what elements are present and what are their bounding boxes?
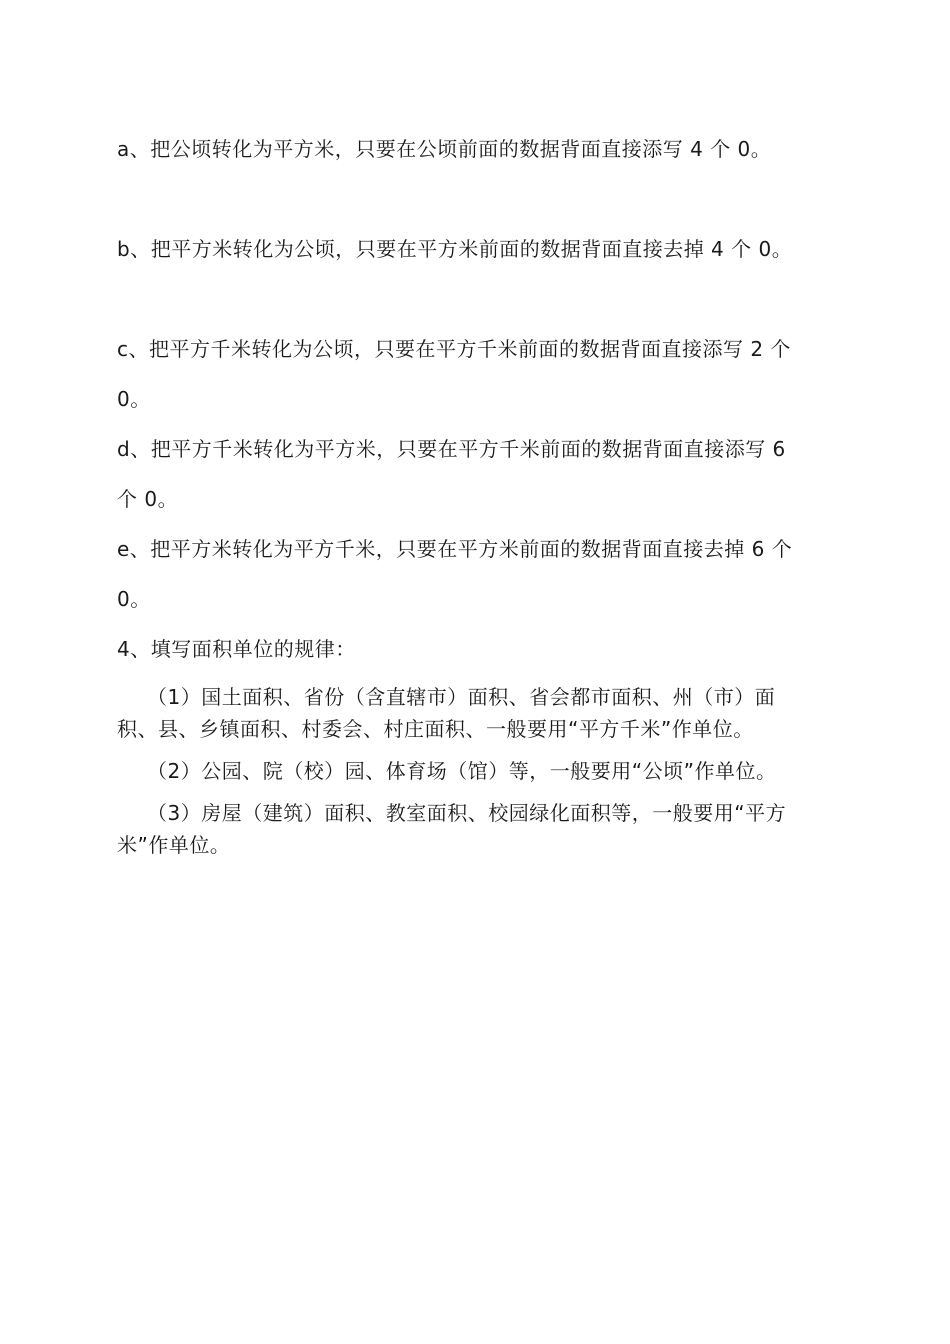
unit-rule-3: （3）房屋（建筑）面积、教室面积、校园绿化面积等，一般要用“平方米”作单位。 bbox=[117, 801, 787, 857]
unit-rule-1: （1）国土面积、省份（含直辖市）面积、省会都市面积、州（市）面积、县、乡镇面积、村委会、村庄面积、一般要用“平方千米”作单位。 bbox=[117, 685, 776, 741]
conversion-rule-b: b、把平方米转化为公顷，只要在平方米前面的数据背面直接去掉 4 个 0。 bbox=[117, 237, 793, 261]
conversion-rule-c: c、把平方千米转化为公顷，只要在平方千米前面的数据背面直接添写 2 个 0。 bbox=[117, 337, 791, 411]
unit-rule-2: （2）公园、院（校）园、体育场（馆）等，一般要用“公顷”作单位。 bbox=[147, 759, 777, 783]
rules-heading: 4、填写面积单位的规律： bbox=[117, 637, 356, 661]
conversion-rule-d: d、把平方千米转化为平方米，只要在平方千米前面的数据背面直接添写 6 个 0。 bbox=[117, 437, 786, 511]
conversion-rule-e: e、把平方米转化为平方千米，只要在平方米前面的数据背面直接去掉 6 个 0。 bbox=[117, 537, 793, 611]
conversion-rule-a: a、把公顷转化为平方米，只要在公顷前面的数据背面直接添写 4 个 0。 bbox=[117, 137, 772, 161]
unit-rules-list bbox=[117, 681, 807, 861]
